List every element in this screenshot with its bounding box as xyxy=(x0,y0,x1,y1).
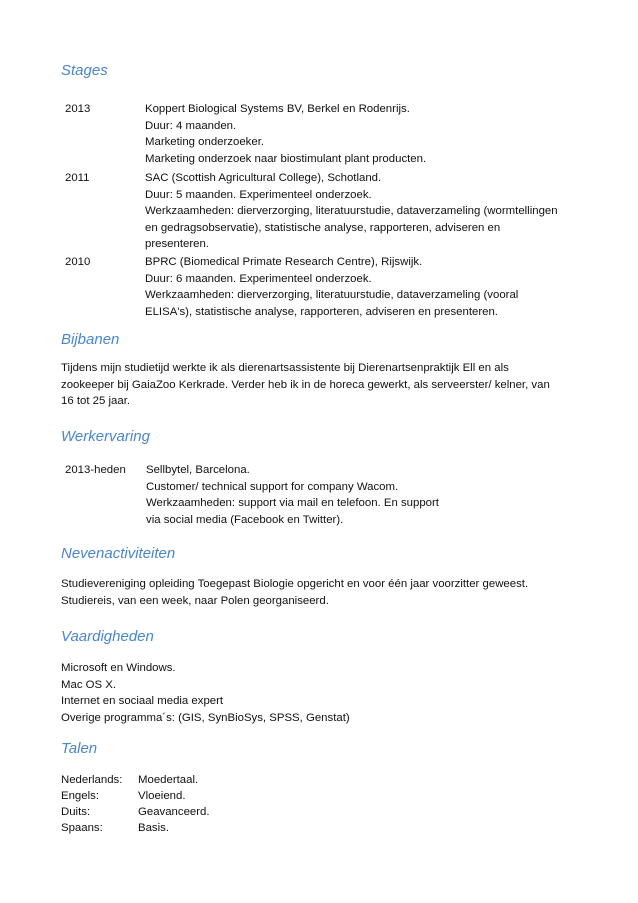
skill-item: Overige programma´s: (GIS, SynBioSys, SPSS, Genstat) xyxy=(61,711,350,724)
stage-line: SAC (Scottish Agricultural College), Schotland. xyxy=(145,172,382,184)
vaardigheden-heading: Vaardigheden xyxy=(61,628,154,645)
vaardigheden-list xyxy=(61,660,350,726)
talen-heading: Talen xyxy=(61,740,98,757)
bijbanen-text xyxy=(61,360,550,410)
paragraph-line: 16 tot 25 jaar. xyxy=(61,395,131,407)
stage-year-2011: 2011 xyxy=(65,172,90,184)
stage-line: Marketing onderzoek naar biostimulant plant producten. xyxy=(145,152,427,165)
stage-year-2013: 2013 xyxy=(65,103,91,115)
stage-line: en gedragsobservatie), statistische analyse, rapporteren, adviseren en xyxy=(145,221,501,234)
paragraph-line: Studiereis, van een week, naar Polen georganiseerd. xyxy=(61,594,329,607)
stage-line: Duur: 6 maanden. Experimenteel onderzoek. xyxy=(145,272,372,285)
stage-details-2013 xyxy=(145,101,426,167)
nevenactiviteiten-text xyxy=(61,576,528,609)
work-period: 2013-heden xyxy=(65,464,126,476)
language-level: Geavanceerd. xyxy=(138,806,210,818)
work-details xyxy=(146,462,439,528)
work-line: via social media (Facebook en Twitter). xyxy=(146,513,344,526)
language-level: Moedertaal. xyxy=(138,774,199,786)
paragraph-line: zookeeper bij GaiaZoo Kerkrade. Verder heb ik in de horeca gewerkt, als serveerster/ kelner, van xyxy=(61,378,550,391)
werkervaring-heading: Werkervaring xyxy=(61,428,150,445)
skill-item: Mac OS X. xyxy=(61,678,117,691)
stage-details-2011 xyxy=(145,170,558,253)
stages-heading: Stages xyxy=(61,62,108,79)
stage-year-2010: 2010 xyxy=(65,256,91,268)
nevenactiviteiten-heading: Nevenactiviteiten xyxy=(61,545,176,562)
language-level: Basis. xyxy=(138,822,170,834)
stage-line: BPRC (Biomedical Primate Research Centre), Rijswijk. xyxy=(145,256,423,268)
work-line: Werkzaamheden: support via mail en telefoon. En support xyxy=(146,497,439,509)
skill-item: Internet en sociaal media expert xyxy=(61,695,224,707)
paragraph-line: Studievereniging opleiding Toegepast Biologie opgericht en voor één jaar voorzitter geweest. xyxy=(61,578,529,590)
paragraph-line: Tijdens mijn studietijd werkte ik als dierenartsassistente bij Dierenartsenpraktijk Ell en als xyxy=(61,362,509,374)
language-level: Vloeiend. xyxy=(138,790,186,802)
stage-line: presenteren. xyxy=(145,238,209,250)
work-line: Sellbytel, Barcelona. xyxy=(146,464,250,476)
language-name: Spaans: xyxy=(61,822,103,834)
language-name: Duits: xyxy=(61,806,91,818)
stage-line: Duur: 5 maanden. Experimenteel onderzoek. xyxy=(145,188,372,201)
stage-line: Werkzaamheden: dierverzorging, literatuurstudie, dataverzameling (vooral xyxy=(145,289,519,301)
stage-line: Werkzaamheden: dierverzorging, literatuurstudie, dataverzameling (wormtellingen xyxy=(145,205,558,217)
work-line: Customer/ technical support for company Wacom. xyxy=(146,480,399,493)
language-name: Engels: xyxy=(61,790,99,802)
stage-line: Koppert Biological Systems BV, Berkel en Rodenrijs. xyxy=(145,103,410,115)
bijbanen-heading: Bijbanen xyxy=(61,331,120,348)
language-name: Nederlands: xyxy=(61,774,123,786)
stage-details-2010 xyxy=(145,254,518,320)
skill-item: Microsoft en Windows. xyxy=(61,662,176,674)
stage-line: Duur: 4 maanden. xyxy=(145,119,237,132)
stage-line: Marketing onderzoeker. xyxy=(145,136,265,148)
stage-line: ELISA's), statistische analyse, rapporteren, adviseren en presenteren. xyxy=(145,305,498,318)
